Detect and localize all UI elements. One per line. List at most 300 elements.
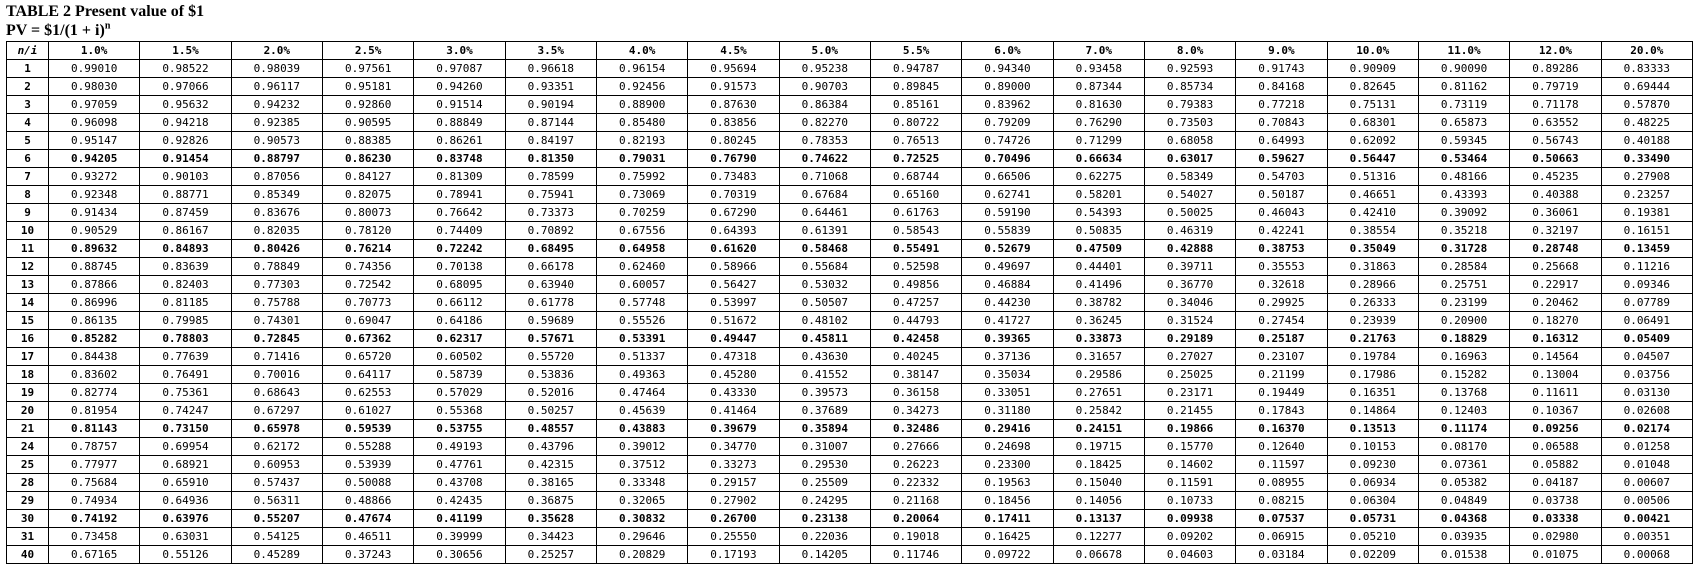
pv-cell: 0.19018 [870, 528, 961, 546]
pv-cell: 0.33348 [596, 474, 687, 492]
pv-cell: 0.14205 [779, 546, 870, 564]
pv-cell: 0.72542 [322, 276, 413, 294]
pv-cell: 0.43630 [779, 348, 870, 366]
pv-cell: 0.16151 [1601, 222, 1692, 240]
pv-cell: 0.17843 [1236, 402, 1327, 420]
rate-header: 5.5% [870, 42, 961, 60]
pv-cell: 0.92348 [49, 186, 140, 204]
pv-cell: 0.17193 [688, 546, 779, 564]
pv-cell: 0.84438 [49, 348, 140, 366]
table-row [7, 78, 1693, 96]
pv-cell: 0.15770 [1144, 438, 1235, 456]
pv-cell: 0.61620 [688, 240, 779, 258]
pv-cell: 0.02980 [1510, 528, 1601, 546]
pv-cell: 0.42410 [1327, 204, 1418, 222]
pv-cell: 0.06491 [1601, 312, 1692, 330]
pv-cell: 0.65910 [140, 474, 231, 492]
pv-cell: 0.01075 [1510, 546, 1601, 564]
pv-cell: 0.62275 [1053, 168, 1144, 186]
pv-cell: 0.41464 [688, 402, 779, 420]
pv-cell: 0.95632 [140, 96, 231, 114]
pv-cell: 0.10367 [1510, 402, 1601, 420]
pv-cell: 0.36875 [505, 492, 596, 510]
pv-cell: 0.93458 [1053, 60, 1144, 78]
pv-cell: 0.82774 [49, 384, 140, 402]
pv-cell: 0.95694 [688, 60, 779, 78]
pv-cell: 0.58543 [870, 222, 961, 240]
pv-cell: 0.57437 [231, 474, 322, 492]
pv-cell: 0.48102 [779, 312, 870, 330]
pv-cell: 0.53836 [505, 366, 596, 384]
period-cell: 1 [7, 60, 49, 78]
pv-cell: 0.74356 [322, 258, 413, 276]
rate-header: 8.0% [1144, 42, 1235, 60]
pv-cell: 0.20462 [1510, 294, 1601, 312]
period-cell: 24 [7, 438, 49, 456]
pv-cell: 0.77639 [140, 348, 231, 366]
period-cell: 3 [7, 96, 49, 114]
pv-cell: 0.25025 [1144, 366, 1235, 384]
pv-cell: 0.75684 [49, 474, 140, 492]
pv-cell: 0.41496 [1053, 276, 1144, 294]
pv-cell: 0.68058 [1144, 132, 1235, 150]
pv-cell: 0.38782 [1053, 294, 1144, 312]
period-cell: 18 [7, 366, 49, 384]
pv-cell: 0.24698 [962, 438, 1053, 456]
pv-cell: 0.83602 [49, 366, 140, 384]
pv-cell: 0.64993 [1236, 132, 1327, 150]
pv-cell: 0.84197 [505, 132, 596, 150]
pv-cell: 0.35628 [505, 510, 596, 528]
pv-cell: 0.08215 [1236, 492, 1327, 510]
pv-cell: 0.09346 [1601, 276, 1692, 294]
pv-cell: 0.18456 [962, 492, 1053, 510]
table-title: TABLE 2 Present value of $1 [6, 3, 205, 20]
pv-cell: 0.87866 [49, 276, 140, 294]
period-cell: 16 [7, 330, 49, 348]
pv-cell: 0.81309 [414, 168, 505, 186]
pv-cell: 0.28584 [1418, 258, 1509, 276]
pv-cell: 0.16425 [962, 528, 1053, 546]
pv-cell: 0.85161 [870, 96, 961, 114]
pv-cell: 0.27908 [1601, 168, 1692, 186]
pv-cell: 0.38147 [870, 366, 961, 384]
pv-cell: 0.42241 [1236, 222, 1327, 240]
pv-cell: 0.88900 [596, 96, 687, 114]
pv-cell: 0.85282 [49, 330, 140, 348]
pv-cell: 0.35218 [1418, 222, 1509, 240]
pv-cell: 0.71178 [1510, 96, 1601, 114]
rate-header: 20.0% [1601, 42, 1692, 60]
pv-cell: 0.56743 [1510, 132, 1601, 150]
pv-cell: 0.28966 [1327, 276, 1418, 294]
pv-cell: 0.61763 [870, 204, 961, 222]
pv-cell: 0.54393 [1053, 204, 1144, 222]
pv-cell: 0.91514 [414, 96, 505, 114]
pv-cell: 0.25751 [1418, 276, 1509, 294]
pv-cell: 0.09202 [1144, 528, 1235, 546]
pv-cell: 0.07537 [1236, 510, 1327, 528]
period-cell: 17 [7, 348, 49, 366]
pv-cell: 0.35894 [779, 420, 870, 438]
pv-cell: 0.05882 [1510, 456, 1601, 474]
period-cell: 4 [7, 114, 49, 132]
pv-cell: 0.81162 [1418, 78, 1509, 96]
pv-cell: 0.90194 [505, 96, 596, 114]
pv-cell: 0.48225 [1601, 114, 1692, 132]
pv-cell: 0.68095 [414, 276, 505, 294]
pv-cell: 0.65978 [231, 420, 322, 438]
pv-cell: 0.29157 [688, 474, 779, 492]
pv-cell: 0.32486 [870, 420, 961, 438]
pv-cell: 0.77977 [49, 456, 140, 474]
period-cell: 14 [7, 294, 49, 312]
period-cell: 28 [7, 474, 49, 492]
table-row [7, 276, 1693, 294]
pv-cell: 0.75992 [596, 168, 687, 186]
pv-cell: 0.19449 [1236, 384, 1327, 402]
table-row [7, 204, 1693, 222]
pv-cell: 0.36061 [1510, 204, 1601, 222]
pv-cell: 0.27454 [1236, 312, 1327, 330]
pv-cell: 0.73150 [140, 420, 231, 438]
document [6, 2, 1693, 564]
pv-cell: 0.90103 [140, 168, 231, 186]
table-row [7, 132, 1693, 150]
pv-cell: 0.29416 [962, 420, 1053, 438]
pv-cell: 0.37136 [962, 348, 1053, 366]
pv-cell: 0.53391 [596, 330, 687, 348]
pv-cell: 0.09722 [962, 546, 1053, 564]
pv-cell: 0.65160 [870, 186, 961, 204]
pv-cell: 0.55288 [322, 438, 413, 456]
table-row [7, 456, 1693, 474]
pv-cell: 0.45811 [779, 330, 870, 348]
pv-cell: 0.64461 [779, 204, 870, 222]
pv-cell: 0.91743 [1236, 60, 1327, 78]
pv-cell: 0.60502 [414, 348, 505, 366]
pv-cell: 0.64186 [414, 312, 505, 330]
pv-cell: 0.72845 [231, 330, 322, 348]
period-cell: 5 [7, 132, 49, 150]
pv-cell: 0.40388 [1510, 186, 1601, 204]
pv-cell: 0.28748 [1510, 240, 1601, 258]
pv-cell: 0.27666 [870, 438, 961, 456]
pv-cell: 0.25550 [688, 528, 779, 546]
pv-cell: 0.00421 [1601, 510, 1692, 528]
pv-cell: 0.33273 [688, 456, 779, 474]
pv-cell: 0.03184 [1236, 546, 1327, 564]
table-row [7, 294, 1693, 312]
formula-line [6, 21, 1693, 40]
pv-cell: 0.80073 [322, 204, 413, 222]
pv-cell: 0.92826 [140, 132, 231, 150]
pv-cell: 0.39679 [688, 420, 779, 438]
pv-cell: 0.58468 [779, 240, 870, 258]
pv-cell: 0.87056 [231, 168, 322, 186]
pv-cell: 0.74622 [779, 150, 870, 168]
pv-cell: 0.54703 [1236, 168, 1327, 186]
pv-cell: 0.23138 [779, 510, 870, 528]
pv-cell: 0.04603 [1144, 546, 1235, 564]
pv-cell: 0.05409 [1601, 330, 1692, 348]
pv-cell: 0.85349 [231, 186, 322, 204]
pv-cell: 0.27902 [688, 492, 779, 510]
pv-cell: 0.77303 [231, 276, 322, 294]
pv-cell: 0.13513 [1327, 420, 1418, 438]
rate-header: 2.5% [322, 42, 413, 60]
pv-cell: 0.66112 [414, 294, 505, 312]
table-row [7, 528, 1693, 546]
pv-cell: 0.43708 [414, 474, 505, 492]
pv-cell: 0.92593 [1144, 60, 1235, 78]
pv-cell: 0.89000 [962, 78, 1053, 96]
table-row [7, 402, 1693, 420]
pv-cell: 0.12403 [1418, 402, 1509, 420]
pv-cell: 0.47674 [322, 510, 413, 528]
pv-cell: 0.11597 [1236, 456, 1327, 474]
period-cell: 7 [7, 168, 49, 186]
pv-cell: 0.82270 [779, 114, 870, 132]
pv-cell: 0.25842 [1053, 402, 1144, 420]
pv-cell: 0.91573 [688, 78, 779, 96]
pv-cell: 0.73483 [688, 168, 779, 186]
pv-cell: 0.39573 [779, 384, 870, 402]
pv-cell: 0.73119 [1418, 96, 1509, 114]
pv-cell: 0.21168 [870, 492, 961, 510]
pv-cell: 0.68744 [870, 168, 961, 186]
pv-cell: 0.36158 [870, 384, 961, 402]
pv-cell: 0.25187 [1236, 330, 1327, 348]
pv-cell: 0.45289 [231, 546, 322, 564]
pv-cell: 0.34046 [1144, 294, 1235, 312]
pv-cell: 0.55684 [779, 258, 870, 276]
pv-cell: 0.05731 [1327, 510, 1418, 528]
pv-cell: 0.30656 [414, 546, 505, 564]
pv-cell: 0.01538 [1418, 546, 1509, 564]
table-row [7, 474, 1693, 492]
pv-cell: 0.15282 [1418, 366, 1509, 384]
pv-cell: 0.11591 [1144, 474, 1235, 492]
period-cell: 19 [7, 384, 49, 402]
pv-cell: 0.73373 [505, 204, 596, 222]
table-row [7, 222, 1693, 240]
pv-cell: 0.57671 [505, 330, 596, 348]
table-row [7, 258, 1693, 276]
pv-cell: 0.46319 [1144, 222, 1235, 240]
pv-cell: 0.50257 [505, 402, 596, 420]
pv-cell: 0.68495 [505, 240, 596, 258]
pv-cell: 0.35553 [1236, 258, 1327, 276]
pv-cell: 0.43393 [1418, 186, 1509, 204]
pv-cell: 0.98522 [140, 60, 231, 78]
pv-cell: 0.24151 [1053, 420, 1144, 438]
pv-cell: 0.68921 [140, 456, 231, 474]
pv-cell: 0.50025 [1144, 204, 1235, 222]
pv-cell: 0.11611 [1510, 384, 1601, 402]
pv-cell: 0.60057 [596, 276, 687, 294]
pv-cell: 0.56311 [231, 492, 322, 510]
table-row [7, 168, 1693, 186]
pv-cell: 0.89286 [1510, 60, 1601, 78]
pv-cell: 0.45639 [596, 402, 687, 420]
pv-cell: 0.58966 [688, 258, 779, 276]
pv-cell: 0.58201 [1053, 186, 1144, 204]
pv-cell: 0.82035 [231, 222, 322, 240]
pv-cell: 0.73503 [1144, 114, 1235, 132]
pv-cell: 0.19563 [962, 474, 1053, 492]
pv-cell: 0.06588 [1510, 438, 1601, 456]
pv-cell: 0.92860 [322, 96, 413, 114]
rate-header: 3.0% [414, 42, 505, 60]
pv-cell: 0.16370 [1236, 420, 1327, 438]
pv-cell: 0.29646 [596, 528, 687, 546]
pv-cell: 0.04507 [1601, 348, 1692, 366]
pv-cell: 0.53939 [322, 456, 413, 474]
pv-cell: 0.62092 [1327, 132, 1418, 150]
pv-cell: 0.63976 [140, 510, 231, 528]
pv-cell: 0.71416 [231, 348, 322, 366]
pv-cell: 0.41199 [414, 510, 505, 528]
pv-cell: 0.64958 [596, 240, 687, 258]
pv-cell: 0.95181 [322, 78, 413, 96]
pv-cell: 0.42435 [414, 492, 505, 510]
pv-cell: 0.16351 [1327, 384, 1418, 402]
period-cell: 25 [7, 456, 49, 474]
pv-cell: 0.03935 [1418, 528, 1509, 546]
pv-cell: 0.88771 [140, 186, 231, 204]
pv-cell: 0.39365 [962, 330, 1053, 348]
pv-cell: 0.64117 [322, 366, 413, 384]
pv-cell: 0.20829 [596, 546, 687, 564]
pv-cell: 0.15040 [1053, 474, 1144, 492]
pv-cell: 0.48166 [1418, 168, 1509, 186]
pv-cell: 0.13004 [1510, 366, 1601, 384]
pv-cell: 0.30832 [596, 510, 687, 528]
pv-cell: 0.96154 [596, 60, 687, 78]
pv-cell: 0.04187 [1510, 474, 1601, 492]
pv-cell: 0.55368 [414, 402, 505, 420]
pv-cell: 0.32065 [596, 492, 687, 510]
pv-cell: 0.07789 [1601, 294, 1692, 312]
pv-cell: 0.62172 [231, 438, 322, 456]
table-row [7, 438, 1693, 456]
pv-cell: 0.10153 [1327, 438, 1418, 456]
pv-cell: 0.47509 [1053, 240, 1144, 258]
pv-cell: 0.78353 [779, 132, 870, 150]
rate-header: 4.0% [596, 42, 687, 60]
pv-cell: 0.48557 [505, 420, 596, 438]
pv-cell: 0.50663 [1510, 150, 1601, 168]
pv-cell: 0.52598 [870, 258, 961, 276]
table-row [7, 240, 1693, 258]
pv-cell: 0.29586 [1053, 366, 1144, 384]
table-row [7, 150, 1693, 168]
pv-cell: 0.87144 [505, 114, 596, 132]
table-row [7, 330, 1693, 348]
pv-cell: 0.90529 [49, 222, 140, 240]
header-row [7, 42, 1693, 60]
period-cell: 31 [7, 528, 49, 546]
pv-cell: 0.90090 [1418, 60, 1509, 78]
pv-cell: 0.46884 [962, 276, 1053, 294]
pv-cell: 0.35034 [962, 366, 1053, 384]
pv-cell: 0.52016 [505, 384, 596, 402]
pv-cell: 0.59190 [962, 204, 1053, 222]
pv-cell: 0.74934 [49, 492, 140, 510]
pv-cell: 0.71068 [779, 168, 870, 186]
pv-cell: 0.47318 [688, 348, 779, 366]
pv-cell: 0.44793 [870, 312, 961, 330]
pv-cell: 0.55720 [505, 348, 596, 366]
pv-cell: 0.63552 [1510, 114, 1601, 132]
pv-cell: 0.67290 [688, 204, 779, 222]
pv-cell: 0.00068 [1601, 546, 1692, 564]
pv-cell: 0.33051 [962, 384, 1053, 402]
pv-cell: 0.02608 [1601, 402, 1692, 420]
pv-cell: 0.60953 [231, 456, 322, 474]
pv-cell: 0.94787 [870, 60, 961, 78]
table-row [7, 348, 1693, 366]
pv-cell: 0.01258 [1601, 438, 1692, 456]
pv-cell: 0.59539 [322, 420, 413, 438]
pv-cell: 0.75361 [140, 384, 231, 402]
pv-cell: 0.16963 [1418, 348, 1509, 366]
pv-cell: 0.09256 [1510, 420, 1601, 438]
formula: PV = $1/(1 + i) [6, 22, 105, 39]
pv-cell: 0.78941 [414, 186, 505, 204]
pv-cell: 0.93351 [505, 78, 596, 96]
pv-cell: 0.55526 [596, 312, 687, 330]
pv-cell: 0.84893 [140, 240, 231, 258]
pv-cell: 0.11746 [870, 546, 961, 564]
pv-cell: 0.76290 [1053, 114, 1144, 132]
pv-cell: 0.53032 [779, 276, 870, 294]
pv-cell: 0.67684 [779, 186, 870, 204]
pv-cell: 0.80245 [688, 132, 779, 150]
pv-cell: 0.51672 [688, 312, 779, 330]
pv-cell: 0.56427 [688, 276, 779, 294]
pv-cell: 0.42888 [1144, 240, 1235, 258]
pv-cell: 0.25509 [779, 474, 870, 492]
pv-cell: 0.91454 [140, 150, 231, 168]
rate-header: 6.0% [962, 42, 1053, 60]
pv-cell: 0.75941 [505, 186, 596, 204]
pv-cell: 0.50187 [1236, 186, 1327, 204]
pv-cell: 0.96098 [49, 114, 140, 132]
pv-cell: 0.82403 [140, 276, 231, 294]
period-cell: 6 [7, 150, 49, 168]
pv-cell: 0.69444 [1601, 78, 1692, 96]
pv-cell: 0.23939 [1327, 312, 1418, 330]
pv-cell: 0.83639 [140, 258, 231, 276]
pv-cell: 0.12277 [1053, 528, 1144, 546]
pv-cell: 0.08955 [1236, 474, 1327, 492]
pv-cell: 0.78599 [505, 168, 596, 186]
table-row [7, 366, 1693, 384]
pv-cell: 0.83333 [1601, 60, 1692, 78]
pv-cell: 0.26223 [870, 456, 961, 474]
pv-cell: 0.49363 [596, 366, 687, 384]
pv-cell: 0.37689 [779, 402, 870, 420]
pv-cell: 0.73069 [596, 186, 687, 204]
pv-cell: 0.03338 [1510, 510, 1601, 528]
pv-cell: 0.67556 [596, 222, 687, 240]
pv-cell: 0.47464 [596, 384, 687, 402]
pv-cell: 0.53997 [688, 294, 779, 312]
pv-cell: 0.76790 [688, 150, 779, 168]
pv-cell: 0.26700 [688, 510, 779, 528]
